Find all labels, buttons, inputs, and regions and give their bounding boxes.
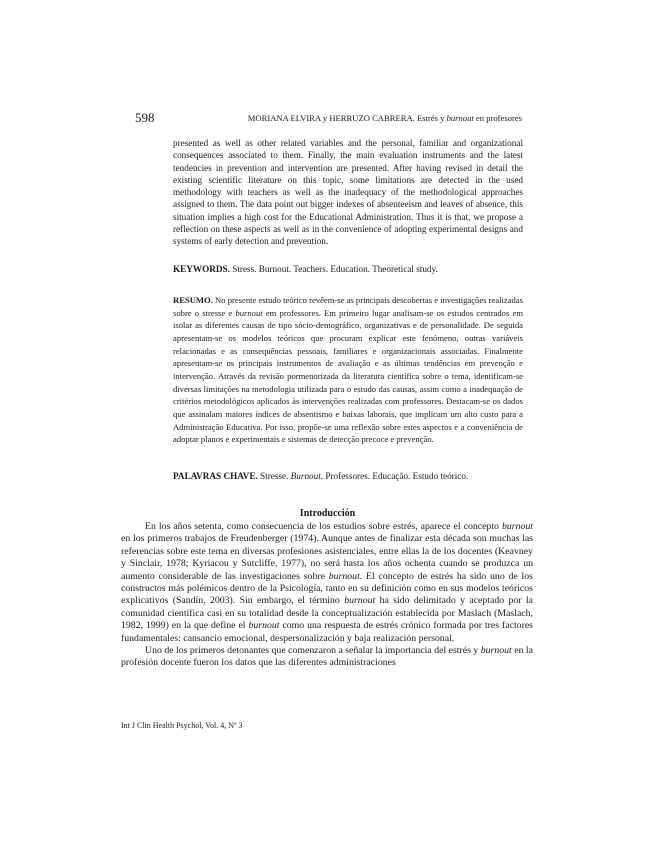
palavras-label: PALAVRAS CHAVE.	[173, 471, 258, 481]
keywords-label: KEYWORDS.	[173, 264, 230, 274]
abstract-english	[173, 137, 523, 247]
keywords-text: Stress. Burnout. Teachers. Education. Theoretical study.	[232, 264, 438, 274]
abstract-english-text: presented as well as other related variables and the personal, familiar and organizational consequences associated to them. Finally, the main evaluation instruments and the latest tendencies in prevention and intervention are presented. After having revised in detail the existing scientific literature on this topic, some limitations are detected in the used methodology with teachers as well as the inadequacy of the methodological approaches assigned to them. The data point out bigger indexes of absenteeism and leaves of absence, this situation implies a high cost for the Educational Administration. Thus it is that, we propose a reflection on these aspects as well as in the convenience of adopting experimental designs and systems of early detection and prevention.	[173, 138, 523, 246]
running-head-authors: MORIANA ELVIRA y HERRUZO CABRERA. Estrés y	[247, 113, 445, 123]
palavras-em-1: Burnout	[290, 471, 321, 481]
running-head-title-rest: en profesores	[475, 113, 522, 123]
resumo-text-2: em professores. Em primeiro lugar analisam-se os estudos centrados em isolar as diferentes causas de tipo sócio-demográfico, organizativas e de personalidade. De seguida apresentam-se os modelos teóricos que procuram explicar este fenómeno, outras variáveis relacionadas e as consequências pessoais, familiares e organizacionais associadas. Finalmente apresentam-se os principais instrumentos de avaliação e as últimas tendências em prevenção e intervenção. Através da revisão pormenorizada da literatura científica sobre o tema, identificam-se diversas limitações na metodologia utilizada para o estudo das causas, assim como a inadequação de critérios metodológicos aplicados às intervenções realizadas com professores. Destacam-se os dados que assinalam maiores índices de absentismo e baixas laborais, que implicam um alto custo para a Administração Educativa. Por isso, propõe-se uma reflexão sobre estes aspectos e a conveniência de adoptar planos e experimentais e sistemas de detecção precoce e prevenção.	[173, 307, 523, 445]
resumo-label: RESUMO.	[173, 295, 213, 305]
body-paragraph-1: En los años setenta, como consecuencia de los estudios sobre estrés, aparece el concepto burnout en los primeros trabajos de Freudenberger (1974). Aunque antes de finalizar esta década son muchas las referencias sobre este tema en diversas profesiones asistenciales, entre ellas la de los docentes (Keavney y Sinclair, 1978; Kyriacou y Sutcliffe, 1977), no será hasta los años ochenta cuando se produzca un aumento considerable de las investigaciones sobre burnout. El concepto de estrés ha sido uno de los constructos más polémicos dentro de la Psicología, tanto en su definición como en sus modelos teóricos explicativos (Sandín, 2003). Sin embargo, el término burnout ha sido delimitado y aceptado por la comunidad científica casi en su totalidad desde la conceptualización establecida por Maslach (Maslach, 1982, 1999) en la que define el burnout como una respuesta de estrés crónico formada por tres factores fundamentales: cansancio emocional, despersonalización y baja realización personal.	[121, 521, 533, 644]
journal-citation-footer: Int J Clin Health Psychol, Vol. 4, Nº 3	[121, 721, 243, 730]
keywords	[173, 263, 523, 275]
palavras-text-2: . Professores. Educação. Estudo teórico.	[320, 471, 469, 481]
resumo-em-1: burnout	[235, 307, 263, 318]
body-paragraph-2: Uno de los primeros detonantes que comenzaron a señalar la importancia del estrés y burnout en la profesión docente fueron los datos que las diferentes administraciones	[121, 645, 533, 669]
resumo-text-1: No presente estudo teórico revêem-se as principais descobertas e investigações realizadas sobre o stresse e	[173, 295, 523, 318]
abstract-portuguese	[173, 294, 523, 446]
body-text	[121, 521, 533, 670]
running-head	[248, 113, 522, 123]
running-head-title-em: burnout	[446, 113, 474, 123]
page-number: 598	[135, 110, 155, 125]
palavras-text-1: Stresse.	[260, 471, 289, 481]
palavras-chave	[173, 470, 523, 482]
section-heading: Introducción	[299, 508, 356, 519]
